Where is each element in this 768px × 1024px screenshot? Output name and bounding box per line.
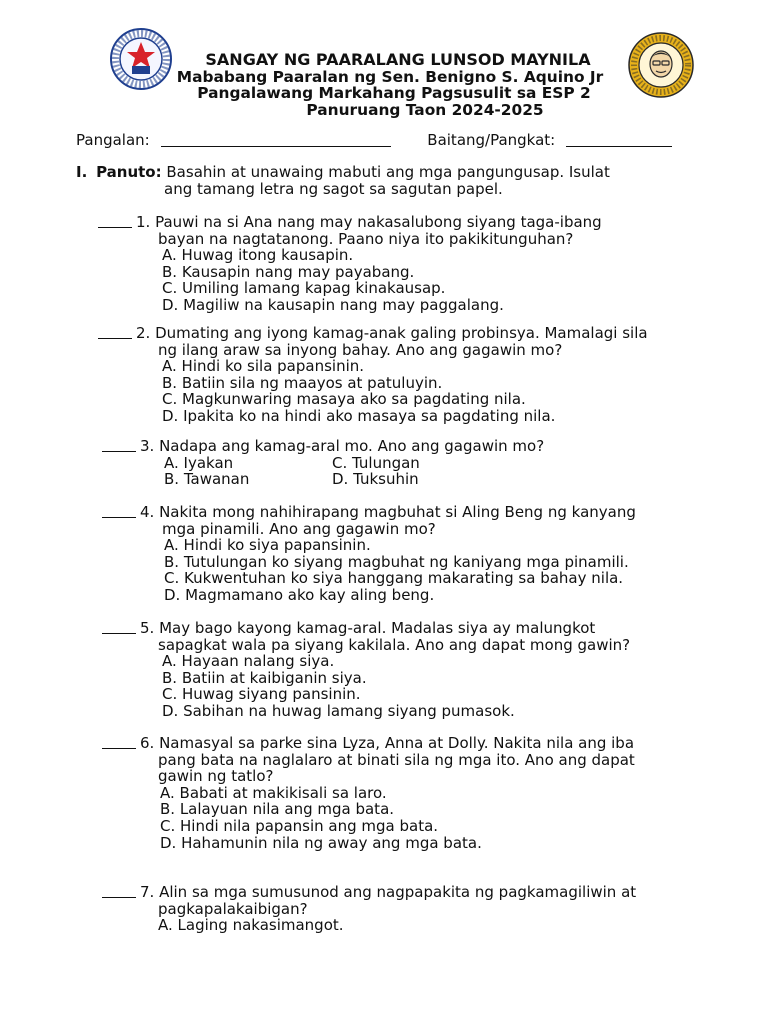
school-name: Mababang Paaralan ng Sen. Benigno S. Aquino Jr [176, 67, 604, 86]
choice-b: B. Batiin at kaibiganin siya. [162, 668, 367, 687]
answer-blank[interactable] [98, 326, 132, 339]
choice-a: A. Babati at makikisali sa laro. [160, 783, 387, 802]
question-stem: sapagkat wala pa siyang kakilala. Ano ang dapat mong gawin? [158, 635, 631, 654]
choice-d: D. Sabihan na huwag lamang siyang pumasok. [162, 701, 515, 720]
choice-a: A. Laging nakasimangot. [158, 916, 344, 935]
choice-d: D. Tuksuhin [332, 470, 419, 489]
choice-c: C. Kukwentuhan ko siya hanggang makarating sa bahay nila. [164, 569, 624, 588]
exam-title: Pangalawang Markahang Pagsusulit sa ESP 2 [197, 84, 591, 103]
question-4 [102, 504, 636, 604]
choice-d: D. Magmamano ako kay aling beng. [164, 585, 435, 604]
question-7 [102, 884, 636, 934]
choice-a: A. Iyakan [164, 453, 234, 472]
question-stem: 4. Nakita mong nahihirapang magbuhat si Aling Beng ng kanyang [140, 503, 636, 521]
question-6 [102, 735, 635, 851]
question-stem: pagkapalakaibigan? [158, 899, 308, 918]
question-1 [98, 214, 602, 314]
choice-a: A. Hayaan nalang siya. [162, 652, 335, 671]
question-2 [98, 325, 648, 425]
question-stem: 1. Pauwi na si Ana nang may nakasalubong siyang taga-ibang [136, 213, 602, 231]
choice-c: C. Hindi nila papansin ang mga bata. [160, 816, 439, 835]
school-seal-logo [628, 32, 694, 98]
answer-blank[interactable] [102, 736, 136, 749]
question-5 [102, 620, 630, 720]
division-name: SANGAY NG PAARALANG LUNSOD MAYNILA [205, 50, 591, 69]
choice-c: C. Tulungan [332, 453, 420, 472]
grade-blank-line[interactable] [566, 132, 672, 147]
answer-blank[interactable] [102, 439, 136, 452]
choice-c: C. Magkunwaring masaya ako sa pagdating nila. [162, 390, 526, 409]
choice-a: A. Hindi ko siya papansinin. [164, 536, 371, 555]
question-stem: 3. Nadapa ang kamag-aral mo. Ano ang gagawin mo? [140, 437, 545, 455]
question-stem: bayan na nagtatanong. Paano niya ito pakikitunguhan? [158, 229, 574, 248]
school-year: Panuruang Taon 2024-2025 [306, 100, 544, 119]
section-number: I. [76, 163, 88, 181]
question-stem: 6. Namasyal sa parke sina Lyza, Anna at Dolly. Nakita nila ang iba [140, 734, 635, 752]
choice-c: C. Huwag siyang pansinin. [162, 685, 361, 704]
question-3 [102, 438, 544, 488]
choice-d: D. Ipakita ko na hindi ako masaya sa pagdating nila. [162, 406, 556, 425]
answer-blank[interactable] [102, 621, 136, 634]
choice-b: B. Tutulungan ko siyang magbuhat ng kaniyang mga pinamili. [164, 552, 629, 571]
student-info-row [76, 131, 672, 149]
choice-d: D. Hahamunin nila ng away ang mga bata. [160, 833, 482, 852]
question-stem: pang bata na naglalaro at binati sila ng mga ito. Ano ang dapat [158, 750, 635, 769]
instructions-text-1: Basahin at unawaing mabuti ang mga pangungusap. Isulat [166, 163, 610, 181]
choice-c: C. Umiling lamang kapag kinakausap. [162, 279, 446, 298]
question-stem: gawin ng tatlo? [158, 767, 274, 786]
question-stem: 2. Dumating ang iyong kamag-anak galing probinsya. Mamalagi sila [136, 324, 648, 342]
instructions-text-2: ang tamang letra ng sagot sa sagutan papel. [164, 180, 503, 198]
choice-b: B. Lalayuan nila ang mga bata. [160, 800, 395, 819]
choice-a: A. Hindi ko sila papansinin. [162, 357, 365, 376]
choice-b: B. Kausapin nang may payabang. [162, 262, 415, 281]
name-label: Pangalan: [76, 131, 150, 149]
grade-label: Baitang/Pangkat: [427, 131, 556, 149]
answer-blank[interactable] [102, 505, 136, 518]
choice-b: B. Batiin sila ng maayos at patuluyin. [162, 373, 443, 392]
school-header [150, 52, 630, 118]
choice-a: A. Huwag itong kausapin. [162, 246, 354, 265]
instructions [76, 164, 610, 198]
choice-d: D. Magiliw na kausapin nang may paggalang. [162, 295, 504, 314]
answer-blank[interactable] [102, 885, 136, 898]
question-stem: mga pinamili. Ano ang gagawin mo? [162, 519, 436, 538]
choice-b: B. Tawanan [164, 470, 250, 489]
name-blank-line[interactable] [161, 132, 391, 147]
question-stem: 7. Alin sa mga sumusunod ang nagpapakita ng pagkamagiliwin at [140, 883, 637, 901]
question-stem: ng ilang araw sa inyong bahay. Ano ang gagawin mo? [158, 340, 563, 359]
instructions-title: Panuto: [96, 163, 162, 181]
question-stem: 5. May bago kayong kamag-aral. Madalas siya ay malungkot [140, 619, 596, 637]
answer-blank[interactable] [98, 215, 132, 228]
